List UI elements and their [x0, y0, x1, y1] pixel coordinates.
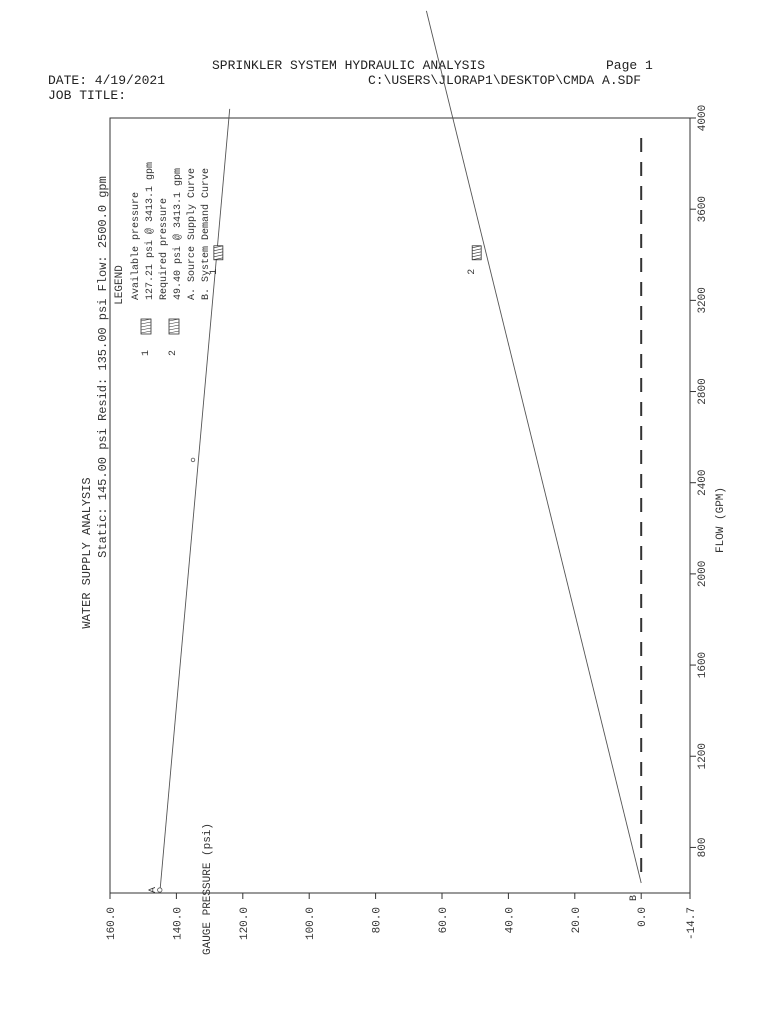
pressure-tick-label: 60.0 — [437, 907, 450, 934]
flow-tick-label: 3200 — [697, 287, 709, 314]
pressure-axis-title: GAUGE PRESSURE (psi) — [202, 822, 214, 955]
pressure-tick-label: 0.0 — [637, 907, 650, 927]
pressure-tick-label: -14.7 — [686, 907, 698, 941]
file-path: C:\USERS\JLORAP1\DESKTOP\CMDA A.SDF — [368, 73, 642, 88]
pressure-tick-label: 120.0 — [238, 907, 251, 941]
chart-labels — [80, 105, 727, 955]
chart-subtitle: Static: 145.00 psi Resid: 135.00 psi Flow: 2500.0 gpm — [96, 176, 110, 558]
legend-marker-number: 2 — [168, 349, 179, 357]
flow-axis-title: FLOW (GPM) — [715, 486, 727, 554]
flow-tick-label: 1200 — [697, 743, 709, 770]
legend-entry-text: 127.21 psi @ 3413.1 gpm — [145, 161, 156, 300]
pressure-tick-label: 40.0 — [504, 907, 517, 934]
legend-entry-text: B. System Demand Curve — [201, 167, 212, 300]
supply-curve-point — [191, 458, 195, 462]
report-title: SPRINKLER SYSTEM HYDRAULIC ANALYSIS — [212, 58, 486, 73]
operating-point-number: 2 — [467, 268, 479, 275]
page-number: Page 1 — [606, 58, 653, 73]
flow-tick-label: 3600 — [697, 195, 709, 223]
pressure-tick-label: 140.0 — [172, 907, 185, 941]
flow-tick-label: 4000 — [697, 104, 709, 132]
report-date: DATE: 4/19/2021 — [48, 73, 166, 88]
pressure-tick-label: 80.0 — [371, 907, 384, 934]
flow-tick-label: 2000 — [697, 560, 709, 588]
demand-curve-line — [426, 11, 641, 883]
legend-title: LEGEND — [114, 265, 126, 305]
demand-curve-label: B — [629, 894, 641, 902]
pressure-tick-label: 160.0 — [106, 907, 118, 941]
chart-series — [158, 11, 642, 893]
pressure-tick-label: 20.0 — [570, 907, 583, 934]
flow-tick-label: 2400 — [697, 469, 709, 496]
flow-tick-label: 800 — [697, 837, 709, 858]
legend-entry-text: Required pressure — [159, 197, 170, 300]
flow-tick-label: 2800 — [697, 378, 709, 405]
legend-entry-text: A. Source Supply Curve — [187, 167, 198, 300]
job-title: JOB TITLE: — [48, 88, 127, 103]
chart-title: WATER SUPPLY ANALYSIS — [80, 477, 94, 629]
legend-entry-text: 49.40 psi @ 3413.1 gpm — [173, 167, 184, 300]
flow-tick-label: 1600 — [697, 651, 709, 679]
legend-marker-number: 1 — [141, 349, 152, 357]
supply-curve-label: A — [147, 886, 159, 894]
operating-point-number: 1 — [208, 268, 220, 275]
legend-entry-text: Available pressure — [131, 191, 142, 300]
pressure-tick-label: 100.0 — [305, 907, 318, 941]
